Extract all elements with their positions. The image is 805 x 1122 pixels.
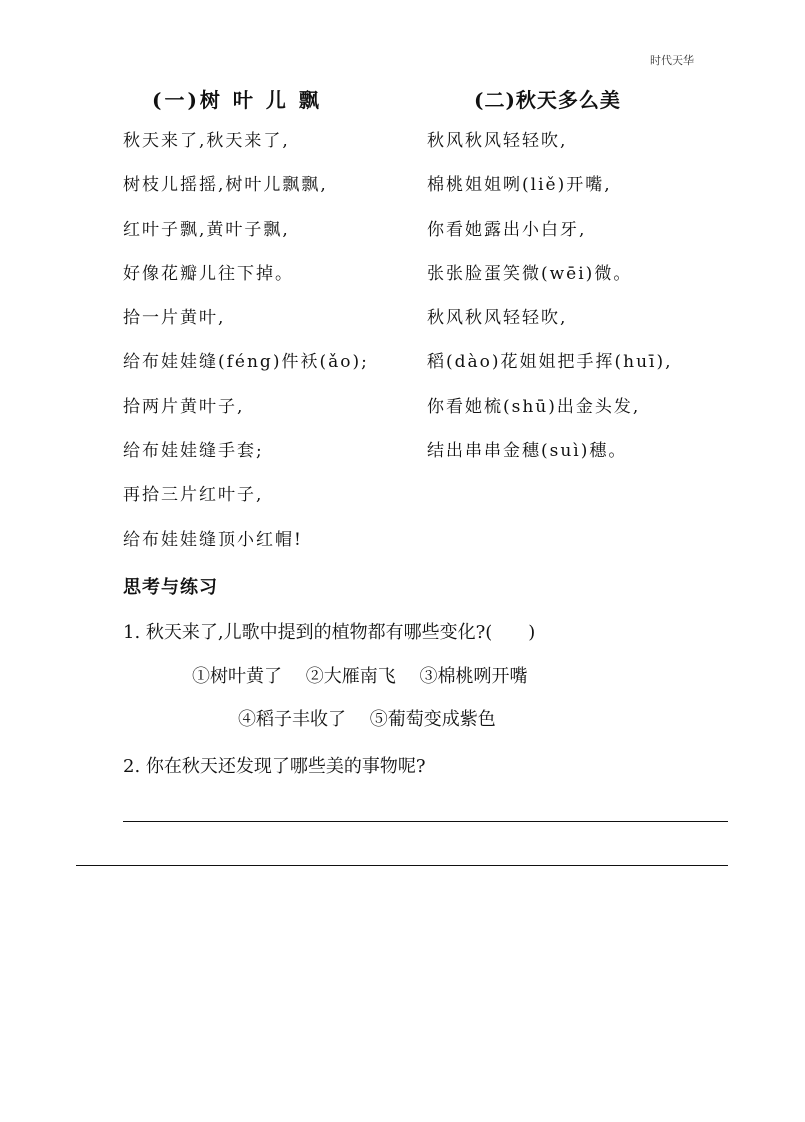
poem-line: 拾一片黄叶, (123, 308, 226, 329)
poem-line: 好像花瓣儿往下掉。 (123, 263, 294, 284)
question-2: 2. 你在秋天还发现了哪些美的事物呢? (123, 756, 426, 777)
poem-2-body (427, 127, 673, 481)
answer-line (123, 821, 728, 822)
poem-1-title: (一)树 叶 儿 飘 (152, 88, 322, 112)
answer-line (76, 865, 728, 866)
poem-line: 棉桃姐姐咧(liě)开嘴, (427, 175, 612, 196)
poem-line: 你看她梳(shū)出金头发, (427, 396, 641, 417)
option-4: ④稻子丰收了 (238, 709, 346, 730)
poem-line: 拾两片黄叶子, (123, 396, 245, 417)
option-2: ②大雁南飞 (305, 666, 396, 687)
question-1-options-row-1 (192, 662, 545, 688)
poem-line: 张张脸蛋笑微(wēi)微。 (427, 263, 633, 284)
poem-line: 给布娃娃缝(féng)件袄(ǎo); (123, 352, 369, 373)
option-3: ③棉桃咧开嘴 (419, 666, 528, 687)
poem-line: 结出串串金穗(suì)穗。 (427, 441, 628, 462)
option-5: ⑤葡萄变成紫色 (369, 709, 496, 730)
option-1: ①树叶黄了 (192, 666, 282, 687)
question-1: 1. 秋天来了,儿歌中提到的植物都有哪些变化?( ) (123, 622, 536, 643)
poem-line: 你看她露出小白牙, (427, 219, 587, 240)
poem-line: 再拾三片红叶子, (123, 485, 264, 506)
exercises-heading: 思考与练习 (123, 577, 218, 598)
poem-line: 秋天来了,秋天来了, (123, 131, 290, 151)
publisher-watermark: 时代天华 (650, 54, 694, 67)
poem-line: 稻(dào)花姐姐把手挥(huī), (427, 352, 673, 373)
poem-2-title: (二)秋天多么美 (474, 88, 621, 112)
poem-line: 红叶子飘,黄叶子飘, (123, 219, 290, 240)
question-1-options-row-2 (238, 705, 514, 731)
poem-line: 秋风秋风轻轻吹, (427, 308, 568, 329)
poem-line: 树枝儿摇摇,树叶儿飘飘, (123, 175, 328, 196)
poem-line: 给布娃娃缝手套; (123, 441, 264, 462)
poem-line: 给布娃娃缝顶小红帽! (123, 529, 303, 550)
poem-1-body (123, 127, 369, 570)
poem-line: 秋风秋风轻轻吹, (427, 131, 568, 151)
